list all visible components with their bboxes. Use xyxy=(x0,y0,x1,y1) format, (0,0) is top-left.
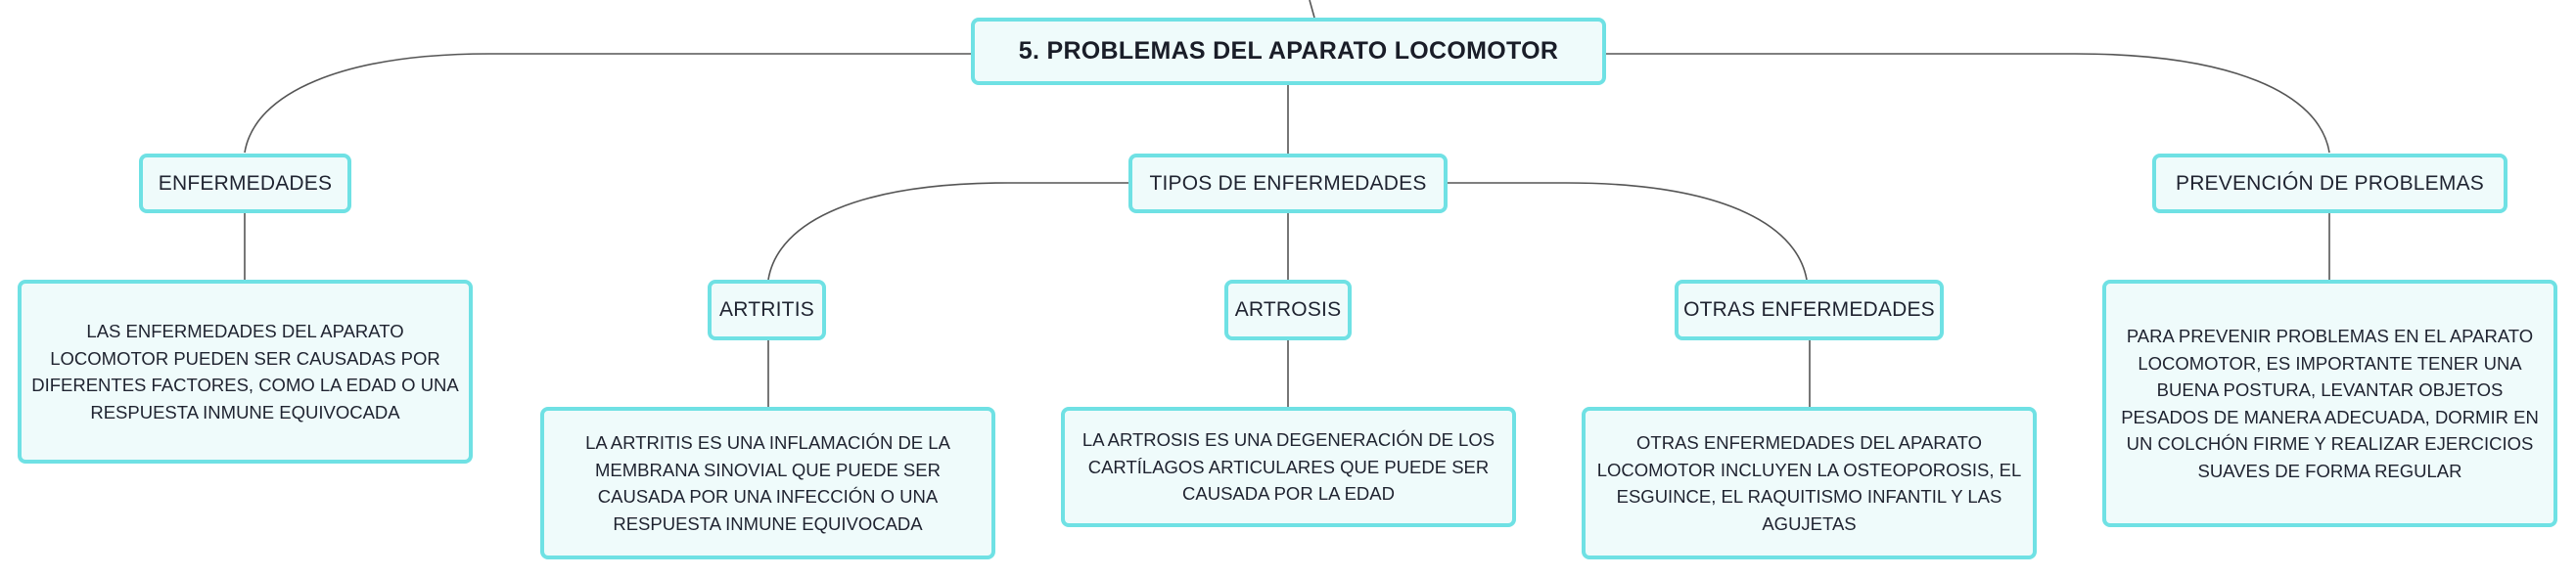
detail-enfermedades-text: LAS ENFERMEDADES DEL APARATO LOCOMOTOR PUEDEN SER CAUSADAS POR DIFERENTES FACTORES, COMO LA EDAD O UNA RESPUESTA INMUNE EQUIVOCADA xyxy=(31,321,459,422)
connector-root-enfermedades xyxy=(245,54,971,153)
detail-otras-text: OTRAS ENFERMEDADES DEL APARATO LOCOMOTOR INCLUYEN LA OSTEOPOROSIS, EL ESGUINCE, EL RAQUITISMO INFANTIL Y LAS AGUJETAS xyxy=(1596,432,2022,534)
root-topic[interactable] xyxy=(971,18,1606,85)
connector-tipos-otras xyxy=(1447,183,1807,280)
detail-prevencion[interactable] xyxy=(2102,280,2557,527)
topic-enfermedades-label: ENFERMEDADES xyxy=(158,171,333,195)
subtopic-artritis-label: ARTRITIS xyxy=(719,298,814,321)
detail-enfermedades[interactable] xyxy=(18,280,473,464)
detail-artritis-text: LA ARTRITIS ES UNA INFLAMACIÓN DE LA MEMBRANA SINOVIAL QUE PUEDE SER CAUSADA POR UNA INFECCIÓN O UNA RESPUESTA INMUNE EQUIVOCADA xyxy=(585,432,950,534)
subtopic-artrosis[interactable] xyxy=(1224,280,1352,340)
detail-artrosis[interactable] xyxy=(1061,407,1516,527)
connector-root-prevencion xyxy=(1606,54,2329,153)
subtopic-artrosis-label: ARTROSIS xyxy=(1234,298,1342,321)
connector-root-parent xyxy=(1310,0,1314,18)
connector-tipos-artritis xyxy=(768,183,1129,280)
detail-artritis[interactable] xyxy=(540,407,995,559)
subtopic-otras-label: OTRAS ENFERMEDADES xyxy=(1683,298,1935,321)
topic-tipos-de-enfermedades[interactable] xyxy=(1128,154,1448,213)
subtopic-otras-enfermedades[interactable] xyxy=(1675,280,1944,340)
detail-prevencion-text: PARA PREVENIR PROBLEMAS EN EL APARATO LOCOMOTOR, ES IMPORTANTE TENER UNA BUENA POSTURA, LEVANTAR OBJETOS PESADOS DE MANERA ADECUADA, DORMIR EN UN COLCHÓN FIRME Y REALIZAR EJERCICIOS SUAVES DE FORMA REGULAR xyxy=(2121,326,2539,481)
root-title: 5. PROBLEMAS DEL APARATO LOCOMOTOR xyxy=(1018,37,1559,65)
detail-otras-enfermedades[interactable] xyxy=(1582,407,2037,559)
topic-prevencion-label: PREVENCIÓN DE PROBLEMAS xyxy=(2175,171,2484,195)
topic-tipos-label: TIPOS DE ENFERMEDADES xyxy=(1149,171,1427,195)
topic-prevencion-de-problemas[interactable] xyxy=(2152,154,2507,213)
subtopic-artritis[interactable] xyxy=(708,280,826,340)
detail-artrosis-text: LA ARTROSIS ES UNA DEGENERACIÓN DE LOS CARTÍLAGOS ARTICULARES QUE PUEDE SER CAUSADA POR LA EDAD xyxy=(1081,429,1495,505)
topic-enfermedades[interactable] xyxy=(139,154,351,213)
